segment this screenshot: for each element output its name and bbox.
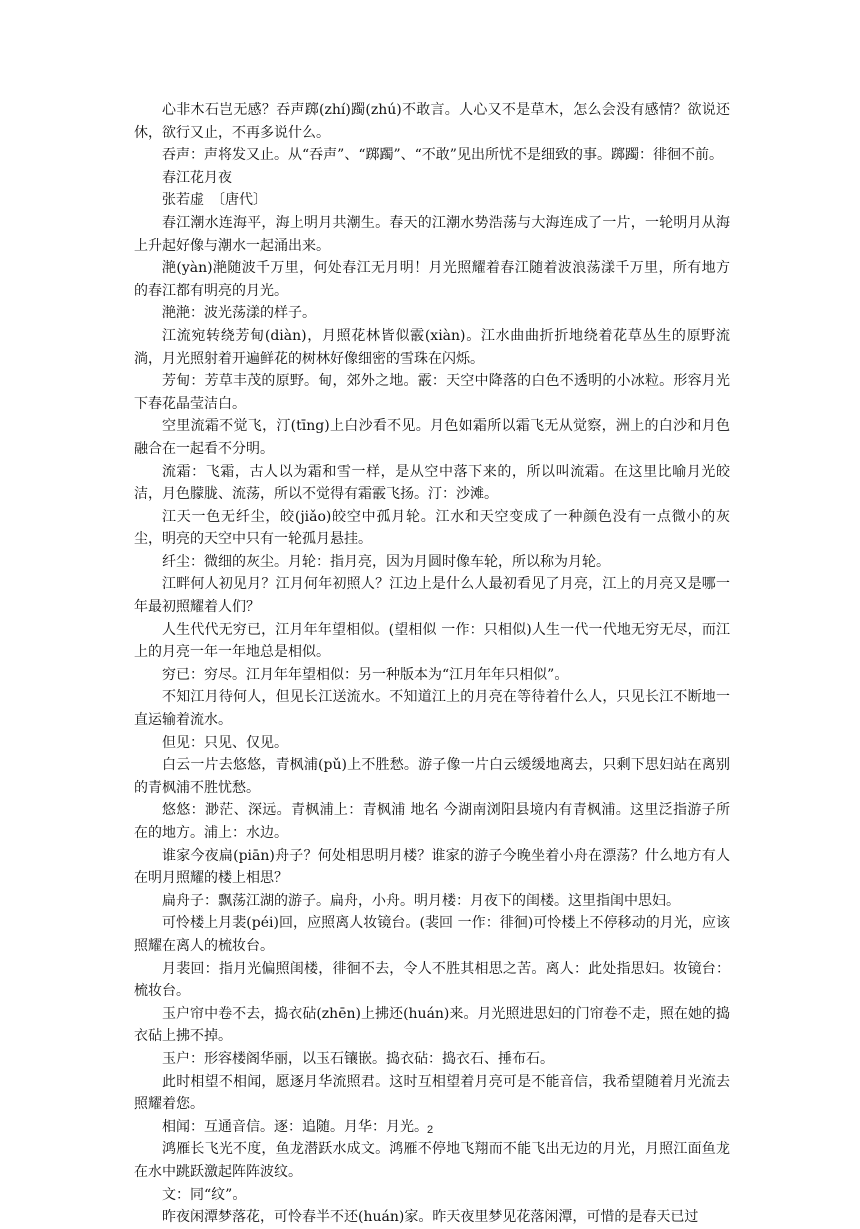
paragraph: 滟(yàn)滟随波千万里，何处春江无月明！月光照耀着春江随着波浪荡漾千万里，所有地方的春江都有明亮的月光。	[134, 260, 730, 299]
paragraph: 春江潮水连海平，海上明月共潮生。春天的江潮水势浩荡与大海连成了一片，一轮明月从海上升起好像与潮水一起涌出来。	[134, 214, 730, 254]
paragraph: 芳甸：芳草丰茂的原野。甸，郊外之地。霰：天空中降落的白色不透明的小冰粒。形容月光下春花晶莹洁白。	[134, 373, 730, 412]
paragraph: 此时相望不相闻，愿逐月华流照君。这时互相望着月亮可是不能音信，我希望随着月光流去照耀着您。	[134, 1073, 730, 1113]
poem-title: 春江花月夜	[162, 169, 232, 186]
paragraph: 文：同“纹”。	[162, 1186, 247, 1203]
paragraph: 可怜楼上月裴(péi)回，应照离人妆镜台。(裴回 一作：徘徊)可怜楼上不停移动的月光，应该照耀在离人的梳妆台。	[134, 915, 730, 954]
paragraph: 纤尘：微细的灰尘。月轮：指月亮，因为月圆时像车轮，所以称为月轮。	[162, 553, 610, 570]
paragraph: 白云一片去悠悠，青枫浦(pǔ)上不胜愁。游子像一片白云缓缓地离去，只剩下思妇站在离别的青枫浦不胜忧愁。	[134, 757, 730, 796]
paragraph: 昨夜闲潭梦落花，可怜春半不还(huán)家。昨天夜里梦见花落闲潭，可惜的是春天已过	[162, 1209, 699, 1226]
paragraph: 吞声：声将发又止。从“吞声”、“踯躅”、“不敢”见出所忧不是细致的事。踯躅：徘徊不前。	[162, 147, 723, 164]
document-body	[134, 99, 730, 1229]
poem-author: 张若虚 〔唐代〕	[162, 192, 267, 209]
paragraph: 不知江月待何人，但见长江送流水。不知道江上的月亮在等待着什么人，只见长江不断地一直运输着流水。	[134, 689, 730, 729]
paragraph: 玉户：形容楼阁华丽，以玉石镶嵌。捣衣砧：捣衣石、捶布石。	[162, 1050, 554, 1067]
paragraph: 月裴回：指月光偏照闺楼，徘徊不去，令人不胜其相思之苦。离人：此处指思妇。妆镜台：梳妆台。	[134, 960, 730, 1000]
paragraph: 江流宛转绕芳甸(diàn)，月照花林皆似霰(xiàn)。江水曲曲折折地绕着花草丛生的原野流淌，月光照射着开遍鲜花的树林好像细密的雪珠在闪烁。	[134, 327, 730, 367]
paragraph: 玉户帘中卷不去，捣衣砧(zhēn)上拂还(huán)来。月光照进思妇的门帘卷不走，照在她的捣衣砧上拂不掉。	[134, 1005, 730, 1045]
paragraph: 鸿雁长飞光不度，鱼龙潜跃水成文。鸿雁不停地飞翔而不能飞出无边的月光，月照江面鱼龙在水中跳跃激起阵阵波纹。	[134, 1141, 730, 1180]
paragraph: 扁舟子：飘荡江湖的游子。扁舟，小舟。明月楼：月夜下的闺楼。这里指闺中思妇。	[162, 892, 680, 909]
paragraph: 滟滟：波光荡漾的样子。	[162, 305, 316, 322]
page-number: 2	[426, 1124, 434, 1136]
paragraph: 江天一色无纤尘，皎(jiǎo)皎空中孤月轮。江水和天空变成了一种颜色没有一点微小的灰尘，明亮的天空中只有一轮孤月悬挂。	[134, 508, 730, 548]
paragraph: 相闻：互通音信。逐：追随。月华：月光。	[162, 1118, 428, 1135]
paragraph: 悠悠：渺茫、深远。青枫浦上：青枫浦 地名 今湖南浏阳县境内有青枫浦。这里泛指游子所在的地方。浦上：水边。	[134, 802, 730, 841]
paragraph: 心非木石岂无感？吞声踯(zhí)躅(zhú)不敢言。人心又不是草木，怎么会没有感情？欲说还休，欲行又止，不再多说什么。	[134, 102, 730, 141]
paragraph: 穷已：穷尽。江月年年望相似：另一种版本为“江月年年只相似”。	[162, 666, 569, 683]
paragraph: 空里流霜不觉飞，汀(tīng)上白沙看不见。月色如霜所以霜飞无从觉察，洲上的白沙和月色融合在一起看不分明。	[134, 418, 730, 457]
paragraph: 人生代代无穷已，江月年年望相似。(望相似 一作：只相似)人生一代一代地无穷无尽，而江上的月亮一年一年地总是相似。	[134, 621, 730, 661]
paragraph: 流霜：飞霜，古人以为霜和雪一样，是从空中落下来的，所以叫流霜。在这里比喻月光皎洁，月色朦胧、流荡，所以不觉得有霜霰飞扬。汀：沙滩。	[134, 463, 730, 503]
paragraph: 但见：只见、仅见。	[162, 734, 288, 751]
paragraph: 江畔何人初见月？江月何年初照人？江边上是什么人最初看见了月亮，江上的月亮又是哪一年最初照耀着人们？	[134, 576, 730, 616]
paragraph: 谁家今夜扁(piān)舟子？何处相思明月楼？谁家的游子今晚坐着小舟在漂荡？什么地方有人在明月照耀的楼上相思？	[134, 847, 730, 887]
